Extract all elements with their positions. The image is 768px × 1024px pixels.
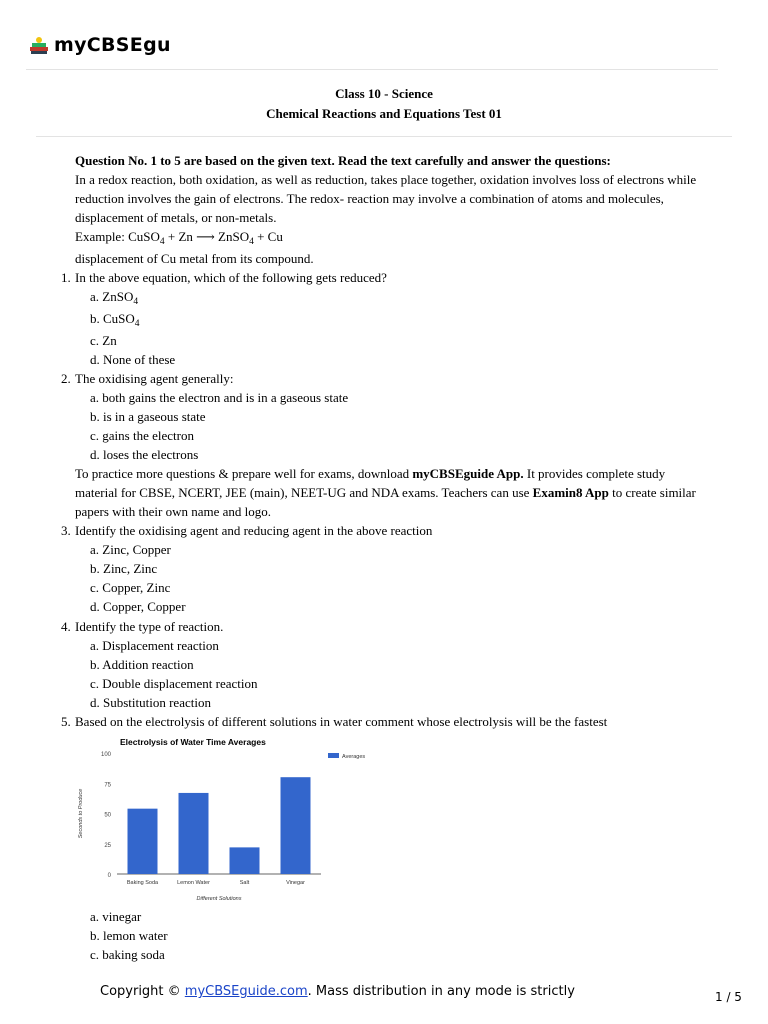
question-number: 1. xyxy=(61,270,71,285)
copyright-footer: Copyright © myCBSEguide.com. Mass distribution in any mode is strictly xyxy=(100,984,575,999)
x-axis-label: Different Solutions xyxy=(196,896,242,902)
site-link[interactable]: myCBSEguide.com xyxy=(184,984,308,999)
question-5 xyxy=(61,712,735,731)
option: a. Zinc, Copper xyxy=(90,542,171,557)
bar xyxy=(128,809,158,874)
option: b. lemon water xyxy=(90,928,168,943)
class-title: Class 10 - Science xyxy=(335,86,433,101)
promo-line: To practice more questions & prepare well for exams, download myCBSEguide App. It provides complete study xyxy=(75,466,666,481)
x-tick-label: Baking Soda xyxy=(126,880,159,886)
question-text: Identify the oxidising agent and reducing agent in the above reaction xyxy=(75,523,433,538)
question-text: The oxidising agent generally: xyxy=(75,371,234,386)
test-title: Chemical Reactions and Equations Test 01 xyxy=(266,106,502,121)
question-number: 2. xyxy=(61,371,71,386)
question-3 xyxy=(61,521,735,540)
option: c. Zn xyxy=(90,333,117,348)
option: b. Addition reaction xyxy=(90,657,194,672)
question-number: 3. xyxy=(61,523,71,538)
promo-line: papers with their own name and logo. xyxy=(75,504,272,519)
option: c. baking soda xyxy=(90,947,165,962)
y-tick-label: 75 xyxy=(104,782,111,789)
legend-label: Averages xyxy=(342,754,366,760)
y-tick-label: 0 xyxy=(107,873,111,879)
passage-line: displacement of Cu metal from its compound. xyxy=(75,251,314,266)
y-tick-label: 50 xyxy=(104,812,111,819)
question-number: 5. xyxy=(61,714,71,729)
chart-title: Electrolysis of Water Time Averages xyxy=(120,737,266,747)
bar-chart xyxy=(75,735,375,905)
option: b. is in a gaseous state xyxy=(90,409,206,424)
passage-line: In a redox reaction, both oxidation, as well as reduction, takes place together, oxidation involves loss of electrons while xyxy=(75,172,697,187)
question-text: Based on the electrolysis of different solutions in water comment whose electrolysis will be the fastest xyxy=(75,714,608,729)
y-axis-label: Seconds to Produce xyxy=(78,788,84,839)
question-number: 4. xyxy=(61,619,71,634)
option: d. None of these xyxy=(90,352,176,367)
y-tick-label: 100 xyxy=(100,752,111,758)
worksheet-body xyxy=(61,151,735,964)
x-tick-label: Salt xyxy=(239,880,250,886)
bar xyxy=(179,793,209,874)
option: a. both gains the electron and is in a gaseous state xyxy=(90,390,349,405)
option: d. Copper, Copper xyxy=(90,599,186,614)
x-tick-label: Vinegar xyxy=(286,880,305,886)
option: b. Zinc, Zinc xyxy=(90,561,158,576)
question-2 xyxy=(61,369,735,388)
option: d. Substitution reaction xyxy=(90,695,211,710)
option: d. loses the electrons xyxy=(90,447,199,462)
bar xyxy=(281,777,311,874)
y-tick-label: 25 xyxy=(104,842,111,849)
legend-swatch xyxy=(328,753,339,758)
promo-line: material for CBSE, NCERT, JEE (main), NEET-UG and NDA exams. Teachers can use Examin8 App to create similar xyxy=(75,485,696,500)
question-1 xyxy=(61,268,735,287)
option: c. gains the electron xyxy=(90,428,194,443)
header-divider xyxy=(26,69,718,70)
question-text: Identify the type of reaction. xyxy=(75,619,224,634)
passage-line: displacement of metals, or non-metals. xyxy=(75,210,277,225)
option: a. vinegar xyxy=(90,909,142,924)
logo-text: myCBSEgu xyxy=(54,34,171,56)
question-4 xyxy=(61,617,735,636)
page-number: 1 / 5 xyxy=(715,990,742,1004)
book-stack-icon xyxy=(28,34,50,56)
option: a. ZnSO$_4$ xyxy=(90,289,139,307)
passage-heading: Question No. 1 to 5 are based on the given text. Read the text carefully and answer the questions: xyxy=(75,153,611,168)
chart-svg xyxy=(75,735,375,905)
example-equation: Example: CuSO$_4$ + Zn ⟶ ZnSO$_4$ + Cu xyxy=(75,229,283,247)
question-text: In the above equation, which of the following gets reduced? xyxy=(75,270,387,285)
option: b. CuSO$_4$ xyxy=(90,311,140,329)
x-tick-label: Lemon Water xyxy=(177,880,210,886)
bar xyxy=(230,847,260,874)
title-divider xyxy=(36,136,732,137)
page-header xyxy=(0,0,768,70)
passage-line: reduction involves the gain of electrons. The redox- reaction may involve a combination of atoms and molecules, xyxy=(75,191,664,206)
logo xyxy=(28,34,171,56)
option: a. Displacement reaction xyxy=(90,638,219,653)
option: c. Double displacement reaction xyxy=(90,676,258,691)
option: c. Copper, Zinc xyxy=(90,580,171,595)
